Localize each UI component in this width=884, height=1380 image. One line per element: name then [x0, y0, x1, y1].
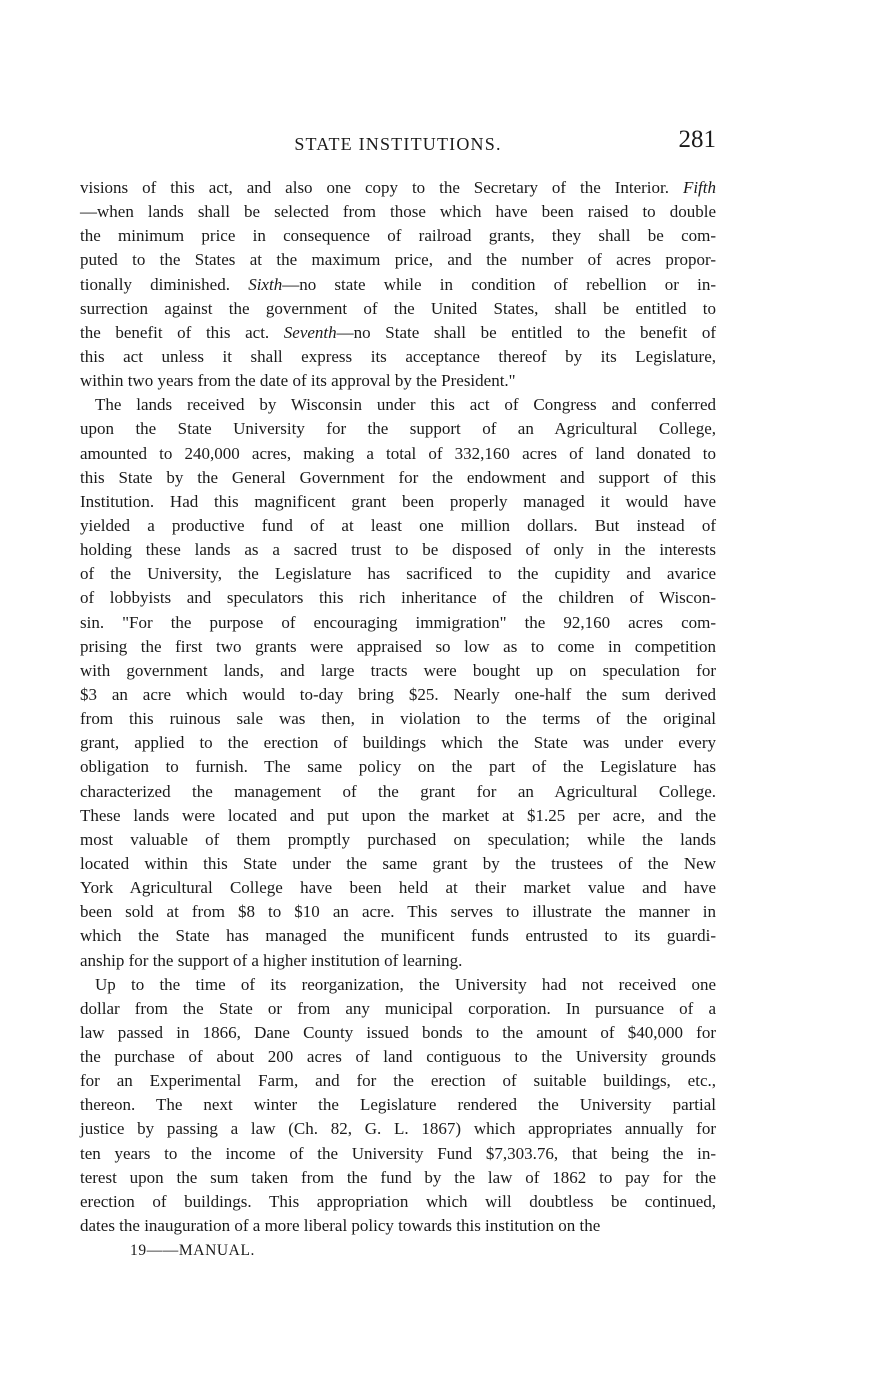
- text-line: this State by the General Government for the endowment and support of this: [80, 467, 716, 487]
- text-line: Up to the time of its reorganization, the University had not received one: [95, 974, 716, 994]
- text-line: York Agricultural College have been held at their market value and have: [80, 878, 716, 898]
- text-line: The lands received by Wisconsin under this act of Congress and conferred: [95, 395, 716, 415]
- text-line: this act unless it shall express its acceptance thereof by its Legislature,: [80, 346, 716, 366]
- text-line: with government lands, and large tracts were bought up on speculation for: [80, 660, 716, 680]
- text-line: yielded a productive fund of at least one million dollars. But instead of: [80, 515, 716, 535]
- text-line: ten years to the income of the University Fund $7,303.76, that being the in-: [80, 1143, 716, 1163]
- text-line: dates the inauguration of a more liberal policy towards this institution on the: [80, 1216, 601, 1236]
- text-line: thereon. The next winter the Legislature rendered the University partial: [80, 1095, 716, 1115]
- text-line: grant, applied to the erection of buildings which the State was under every: [80, 733, 716, 753]
- text-line: erection of buildings. This appropriation which will doubtless be continued,: [80, 1191, 716, 1211]
- page-header: [80, 126, 716, 166]
- text-line: the purchase of about 200 acres of land contiguous to the University grounds: [80, 1047, 716, 1067]
- text-line: tionally diminished. Sixth—no state while in condition of rebellion or in-: [80, 274, 716, 294]
- text-line: of lobbyists and speculators this rich inheritance of the children of Wiscon-: [80, 588, 716, 608]
- text-line: law passed in 1866, Dane County issued bonds to the amount of $40,000 for: [80, 1022, 716, 1042]
- text-line: from this ruinous sale was then, in violation to the terms of the original: [80, 709, 716, 729]
- text-line: Institution. Had this magnificent grant been properly managed it would have: [80, 491, 716, 511]
- text-line: within two years from the date of its approval by the President.": [80, 371, 516, 391]
- text-line: These lands were located and put upon the market at $1.25 per acre, and the: [80, 805, 716, 825]
- text-line: amounted to 240,000 acres, making a total of 332,160 acres of land donated to: [80, 443, 716, 463]
- text-line: sin. "For the purpose of encouraging immigration" the 92,160 acres com-: [80, 612, 716, 632]
- text-line: visions of this act, and also one copy to the Secretary of the Interior. Fifth: [80, 178, 716, 197]
- text-line: characterized the management of the grant for an Agricultural College.: [80, 781, 716, 801]
- body-text: [80, 176, 716, 1238]
- text-line: most valuable of them promptly purchased on speculation; while the lands: [80, 829, 716, 849]
- text-line: surrection against the government of the United States, shall be entitled to: [80, 298, 716, 318]
- page-number: 281: [678, 126, 716, 153]
- text-line: $3 an acre which would to-day bring $25. Nearly one-half the sum derived: [80, 684, 716, 704]
- text-line: holding these lands as a sacred trust to be disposed of only in the interests: [80, 540, 716, 560]
- text-line: dollar from the State or from any municipal corporation. In pursuance of a: [80, 998, 716, 1018]
- text-line: prising the first two grants were appraised so low as to come in competition: [80, 636, 716, 656]
- text-line: for an Experimental Farm, and for the erection of suitable buildings, etc.,: [80, 1071, 716, 1091]
- text-line: been sold at from $8 to $10 an acre. This serves to illustrate the manner in: [80, 902, 716, 922]
- text-line: of the University, the Legislature has sacrificed to the cupidity and avarice: [80, 564, 716, 584]
- text-line: —when lands shall be selected from those which have been raised to double: [80, 202, 716, 222]
- text-line: anship for the support of a higher institution of learning.: [80, 950, 463, 970]
- text-line: which the State has managed the munificent funds entrusted to its guardi-: [80, 926, 716, 946]
- signature-mark: 19——MANUAL.: [130, 1242, 255, 1259]
- text-line: the minimum price in consequence of railroad grants, they shall be com-: [80, 226, 716, 246]
- text-line: obligation to furnish. The same policy on the part of the Legislature has: [80, 757, 716, 777]
- text-line: puted to the States at the maximum price, and the number of acres propor-: [80, 250, 716, 270]
- running-title: STATE INSTITUTIONS.: [294, 134, 502, 154]
- text-line: located within this State under the same grant by the trustees of the New: [80, 853, 716, 873]
- text-line: justice by passing a law (Ch. 82, G. L. 1867) which appropriates annually for: [80, 1119, 716, 1139]
- text-line: the benefit of this act. Seventh—no State shall be entitled to the benefit of: [80, 322, 716, 342]
- text-line: terest upon the sum taken from the fund by the law of 1862 to pay for the: [80, 1167, 716, 1187]
- text-line: upon the State University for the support of an Agricultural College,: [80, 419, 716, 439]
